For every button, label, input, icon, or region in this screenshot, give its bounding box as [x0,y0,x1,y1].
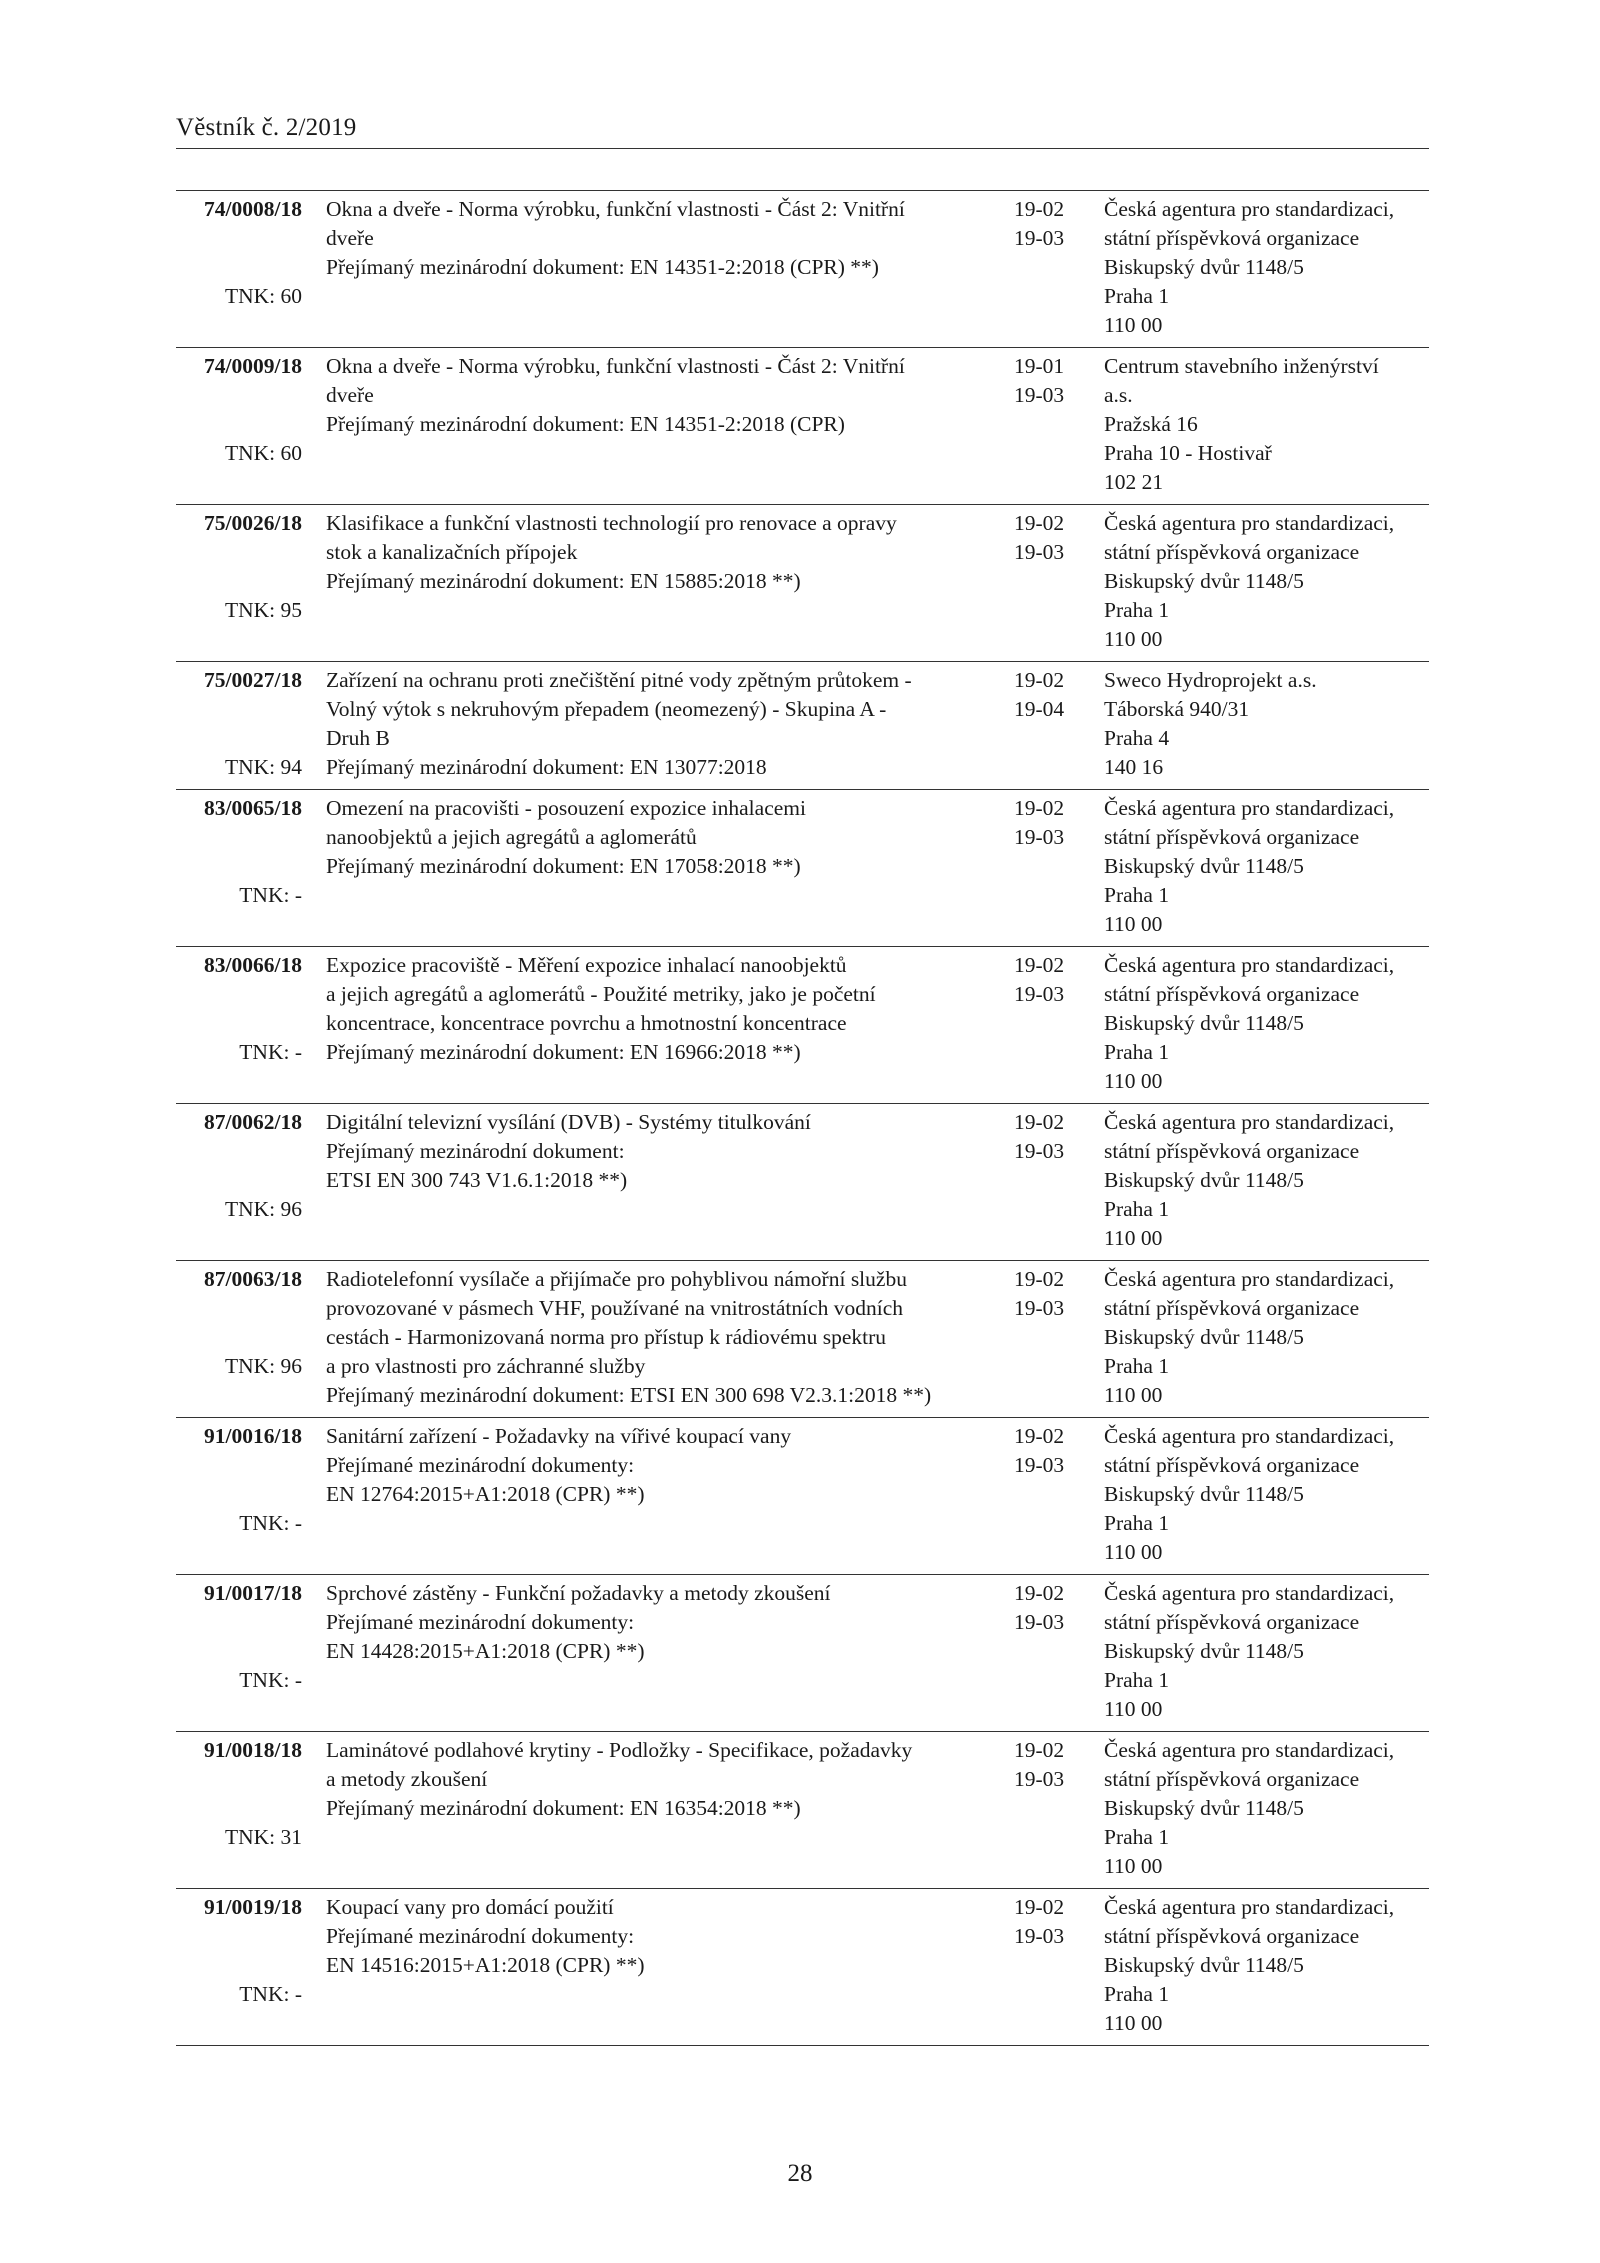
date-code: 19-02 [1014,1738,1065,1762]
standard-id-cell [176,352,302,465]
address-line: Česká agentura pro standardizaci, [1104,796,1395,820]
date-code: 19-03 [1014,540,1065,564]
processor-address [1104,1736,1429,1881]
standard-id-cell [176,666,302,779]
tnk-label: TNK: 96 [224,1197,302,1221]
description-line: Druh B [326,726,390,750]
schedule-dates [1014,1579,1084,1637]
address-line: státní příspěvková organizace [1104,1767,1360,1791]
table-row [176,790,1429,947]
address-line: Pražská 16 [1104,412,1198,436]
schedule-dates [1014,1736,1084,1794]
standard-number: 83/0065/18 [204,796,302,820]
date-code: 19-02 [1014,1110,1065,1134]
description-line: Sanitární zařízení - Požadavky na vířivé koupací vany [326,1424,792,1448]
address-line: Biskupský dvůr 1148/5 [1104,255,1304,279]
standards-table [176,190,1429,2046]
tnk-label: TNK: - [239,1982,302,2006]
date-code: 19-03 [1014,383,1065,407]
description-line: Přejímaný mezinárodní dokument: EN 17058:2018 **) [326,854,801,878]
date-code: 19-02 [1014,953,1065,977]
description-line: nanoobjektů a jejich agregátů a aglomerátů [326,825,697,849]
processor-address [1104,352,1429,497]
page-header [176,108,1429,149]
date-code: 19-03 [1014,226,1065,250]
table-row [176,348,1429,505]
date-code: 19-04 [1014,697,1065,721]
address-line: Sweco Hydroprojekt a.s. [1104,668,1317,692]
date-code: 19-03 [1014,1139,1065,1163]
standard-id-cell [176,1893,302,2006]
address-line: 110 00 [1104,627,1163,651]
schedule-dates [1014,1108,1084,1166]
processor-address [1104,1422,1429,1567]
schedule-dates [1014,666,1084,724]
date-code: 19-02 [1014,1581,1065,1605]
date-code: 19-03 [1014,982,1065,1006]
address-line: 110 00 [1104,1540,1163,1564]
address-line: Biskupský dvůr 1148/5 [1104,1639,1304,1663]
tnk-label: TNK: - [239,1511,302,1535]
address-line: 110 00 [1104,912,1163,936]
date-code: 19-02 [1014,796,1065,820]
description-line: Přejímaný mezinárodní dokument: EN 13077:2018 [326,755,767,779]
address-line: 110 00 [1104,1854,1163,1878]
schedule-dates [1014,1265,1084,1323]
processor-address [1104,666,1429,782]
address-line: Praha 1 [1104,1511,1170,1535]
address-line: Biskupský dvůr 1148/5 [1104,1325,1304,1349]
journal-title: Věstník č. 2/2019 [176,114,357,141]
address-line: Praha 1 [1104,1197,1170,1221]
schedule-dates [1014,794,1084,852]
address-line: Táborská 940/31 [1104,697,1250,721]
table-row [176,947,1429,1104]
address-line: Česká agentura pro standardizaci, [1104,1738,1395,1762]
description-line: a pro vlastnosti pro záchranné služby [326,1354,646,1378]
table-row [176,1575,1429,1732]
address-line: 110 00 [1104,313,1163,337]
standard-id-cell [176,1736,302,1849]
description-line: Sprchové zástěny - Funkční požadavky a metody zkoušení [326,1581,831,1605]
page-number: 28 [787,2160,813,2187]
address-line: Praha 1 [1104,883,1170,907]
description-line: Omezení na pracovišti - posouzení expozice inhalacemi [326,796,806,820]
description-line: koncentrace, koncentrace povrchu a hmotnostní koncentrace [326,1011,847,1035]
address-line: Biskupský dvůr 1148/5 [1104,1796,1304,1820]
address-line: Biskupský dvůr 1148/5 [1104,1011,1304,1035]
address-line: státní příspěvková organizace [1104,540,1360,564]
standard-id-cell [176,195,302,308]
address-line: Česká agentura pro standardizaci, [1104,953,1395,977]
address-line: státní příspěvková organizace [1104,1453,1360,1477]
address-line: 110 00 [1104,1069,1163,1093]
standard-number: 91/0018/18 [204,1738,302,1762]
address-line: Biskupský dvůr 1148/5 [1104,1168,1304,1192]
description-line: Přejímané mezinárodní dokumenty: [326,1924,635,1948]
address-line: Biskupský dvůr 1148/5 [1104,1953,1304,1977]
address-line: Centrum stavebního inženýrství [1104,354,1379,378]
description-line: Okna a dveře - Norma výrobku, funkční vlastnosti - Část 2: Vnitřní [326,197,905,221]
description-line: Koupací vany pro domácí použití [326,1895,614,1919]
description-line: Radiotelefonní vysílače a přijímače pro pohyblivou námořní službu [326,1267,907,1291]
tnk-label: TNK: 95 [224,598,302,622]
address-line: Praha 10 - Hostivař [1104,441,1272,465]
address-line: Praha 1 [1104,1668,1170,1692]
standard-number: 74/0009/18 [204,354,302,378]
address-line: Praha 1 [1104,1040,1170,1064]
standard-id-cell [176,794,302,907]
standard-number: 91/0019/18 [204,1895,302,1919]
description-line: Přejímaný mezinárodní dokument: EN 15885:2018 **) [326,569,801,593]
description-line: EN 14516:2015+A1:2018 (CPR) **) [326,1953,645,1977]
standard-number: 74/0008/18 [204,197,302,221]
date-code: 19-03 [1014,1924,1065,1948]
date-code: 19-02 [1014,668,1065,692]
date-code: 19-01 [1014,354,1065,378]
date-code: 19-03 [1014,1296,1065,1320]
date-code: 19-03 [1014,825,1065,849]
standard-number: 87/0062/18 [204,1110,302,1134]
standard-id-cell [176,1579,302,1692]
description-line: Expozice pracoviště - Měření expozice inhalací nanoobjektů [326,953,847,977]
schedule-dates [1014,1893,1084,1951]
address-line: 110 00 [1104,2011,1163,2035]
description-line: Okna a dveře - Norma výrobku, funkční vlastnosti - Část 2: Vnitřní [326,354,905,378]
schedule-dates [1014,195,1084,253]
tnk-label: TNK: 94 [224,755,302,779]
processor-address [1104,794,1429,939]
description-line: a metody zkoušení [326,1767,488,1791]
address-line: státní příspěvková organizace [1104,1610,1360,1634]
description-line: a jejich agregátů a aglomerátů - Použité metriky, jako je početní [326,982,876,1006]
description-line: Přejímaný mezinárodní dokument: EN 14351-2:2018 (CPR) [326,412,845,436]
standard-id-cell [176,1422,302,1535]
description-line: provozované v pásmech VHF, používané na vnitrostátních vodních [326,1296,904,1320]
table-row [176,662,1429,790]
address-line: státní příspěvková organizace [1104,1296,1360,1320]
processor-address [1104,1108,1429,1253]
address-line: Česká agentura pro standardizaci, [1104,1110,1395,1134]
address-line: státní příspěvková organizace [1104,825,1360,849]
processor-address [1104,195,1429,340]
description-line: Zařízení na ochranu proti znečištění pitné vody zpětným průtokem - [326,668,912,692]
date-code: 19-03 [1014,1610,1065,1634]
tnk-label: TNK: 96 [224,1354,302,1378]
address-line: Biskupský dvůr 1148/5 [1104,854,1304,878]
date-code: 19-02 [1014,1267,1065,1291]
address-line: 110 00 [1104,1697,1163,1721]
address-line: Česká agentura pro standardizaci, [1104,511,1395,535]
table-row [176,505,1429,662]
address-line: Biskupský dvůr 1148/5 [1104,569,1304,593]
address-line: 110 00 [1104,1226,1163,1250]
description-line: EN 14428:2015+A1:2018 (CPR) **) [326,1639,645,1663]
description-line: Laminátové podlahové krytiny - Podložky - Specifikace, požadavky [326,1738,913,1762]
description-line: Digitální televizní vysílání (DVB) - Systémy titulkování [326,1110,811,1134]
address-line: státní příspěvková organizace [1104,1139,1360,1163]
standard-id-cell [176,1108,302,1221]
standard-number: 83/0066/18 [204,953,302,977]
address-line: Česká agentura pro standardizaci, [1104,1581,1395,1605]
description-line: Volný výtok s nekruhovým přepadem (neomezený) - Skupina A - [326,697,887,721]
description-line: Přejímaný mezinárodní dokument: ETSI EN 300 698 V2.3.1:2018 **) [326,1383,932,1407]
address-line: Česká agentura pro standardizaci, [1104,1424,1395,1448]
table-row [176,1104,1429,1261]
tnk-label: TNK: 60 [224,441,302,465]
tnk-label: TNK: - [239,1668,302,1692]
tnk-label: TNK: - [239,1040,302,1064]
address-line: Praha 1 [1104,1825,1170,1849]
address-line: Česká agentura pro standardizaci, [1104,197,1395,221]
standard-id-cell [176,509,302,622]
description-line: Přejímané mezinárodní dokumenty: [326,1453,635,1477]
schedule-dates [1014,352,1084,410]
schedule-dates [1014,1422,1084,1480]
standard-id-cell [176,951,302,1064]
address-line: Česká agentura pro standardizaci, [1104,1895,1395,1919]
description-line: Přejímaný mezinárodní dokument: EN 16966:2018 **) [326,1040,801,1064]
address-line: 140 16 [1104,755,1164,779]
address-line: státní příspěvková organizace [1104,226,1360,250]
description-line: Přejímaný mezinárodní dokument: [326,1139,625,1163]
description-line: cestách - Harmonizovaná norma pro přístup k rádiovému spektru [326,1325,887,1349]
address-line: 110 00 [1104,1383,1163,1407]
description-line: dveře [326,226,374,250]
date-code: 19-02 [1014,511,1065,535]
date-code: 19-02 [1014,197,1065,221]
address-line: Praha 1 [1104,284,1170,308]
description-line: Přejímané mezinárodní dokumenty: [326,1610,635,1634]
standard-number: 75/0027/18 [204,668,302,692]
description-line: ETSI EN 300 743 V1.6.1:2018 **) [326,1168,628,1192]
description-line: stok a kanalizačních přípojek [326,540,578,564]
description-line: Klasifikace a funkční vlastnosti technologií pro renovace a opravy [326,511,897,535]
address-line: Praha 1 [1104,598,1170,622]
processor-address [1104,509,1429,654]
address-line: Biskupský dvůr 1148/5 [1104,1482,1304,1506]
tnk-label: TNK: 60 [224,284,302,308]
description-line: dveře [326,383,374,407]
tnk-label: TNK: - [239,883,302,907]
date-code: 19-02 [1014,1895,1065,1919]
standard-number: 75/0026/18 [204,511,302,535]
address-line: Praha 4 [1104,726,1170,750]
date-code: 19-03 [1014,1453,1065,1477]
table-row [176,1418,1429,1575]
standard-number: 91/0017/18 [204,1581,302,1605]
schedule-dates [1014,509,1084,567]
table-row [176,1889,1429,2046]
standard-id-cell [176,1265,302,1378]
schedule-dates [1014,951,1084,1009]
standard-number: 87/0063/18 [204,1267,302,1291]
processor-address [1104,1265,1429,1410]
table-row [176,1261,1429,1418]
date-code: 19-02 [1014,1424,1065,1448]
processor-address [1104,1579,1429,1724]
description-line: Přejímaný mezinárodní dokument: EN 16354:2018 **) [326,1796,801,1820]
table-row [176,191,1429,348]
processor-address [1104,951,1429,1096]
date-code: 19-03 [1014,1767,1065,1791]
address-line: Praha 1 [1104,1982,1170,2006]
address-line: 102 21 [1104,470,1164,494]
tnk-label: TNK: 31 [224,1825,302,1849]
address-line: Praha 1 [1104,1354,1170,1378]
address-line: Česká agentura pro standardizaci, [1104,1267,1395,1291]
address-line: státní příspěvková organizace [1104,1924,1360,1948]
address-line: a.s. [1104,383,1133,407]
table-row [176,1732,1429,1889]
standard-number: 91/0016/18 [204,1424,302,1448]
description-line: Přejímaný mezinárodní dokument: EN 14351-2:2018 (CPR) **) [326,255,879,279]
processor-address [1104,1893,1429,2038]
description-line: EN 12764:2015+A1:2018 (CPR) **) [326,1482,645,1506]
address-line: státní příspěvková organizace [1104,982,1360,1006]
